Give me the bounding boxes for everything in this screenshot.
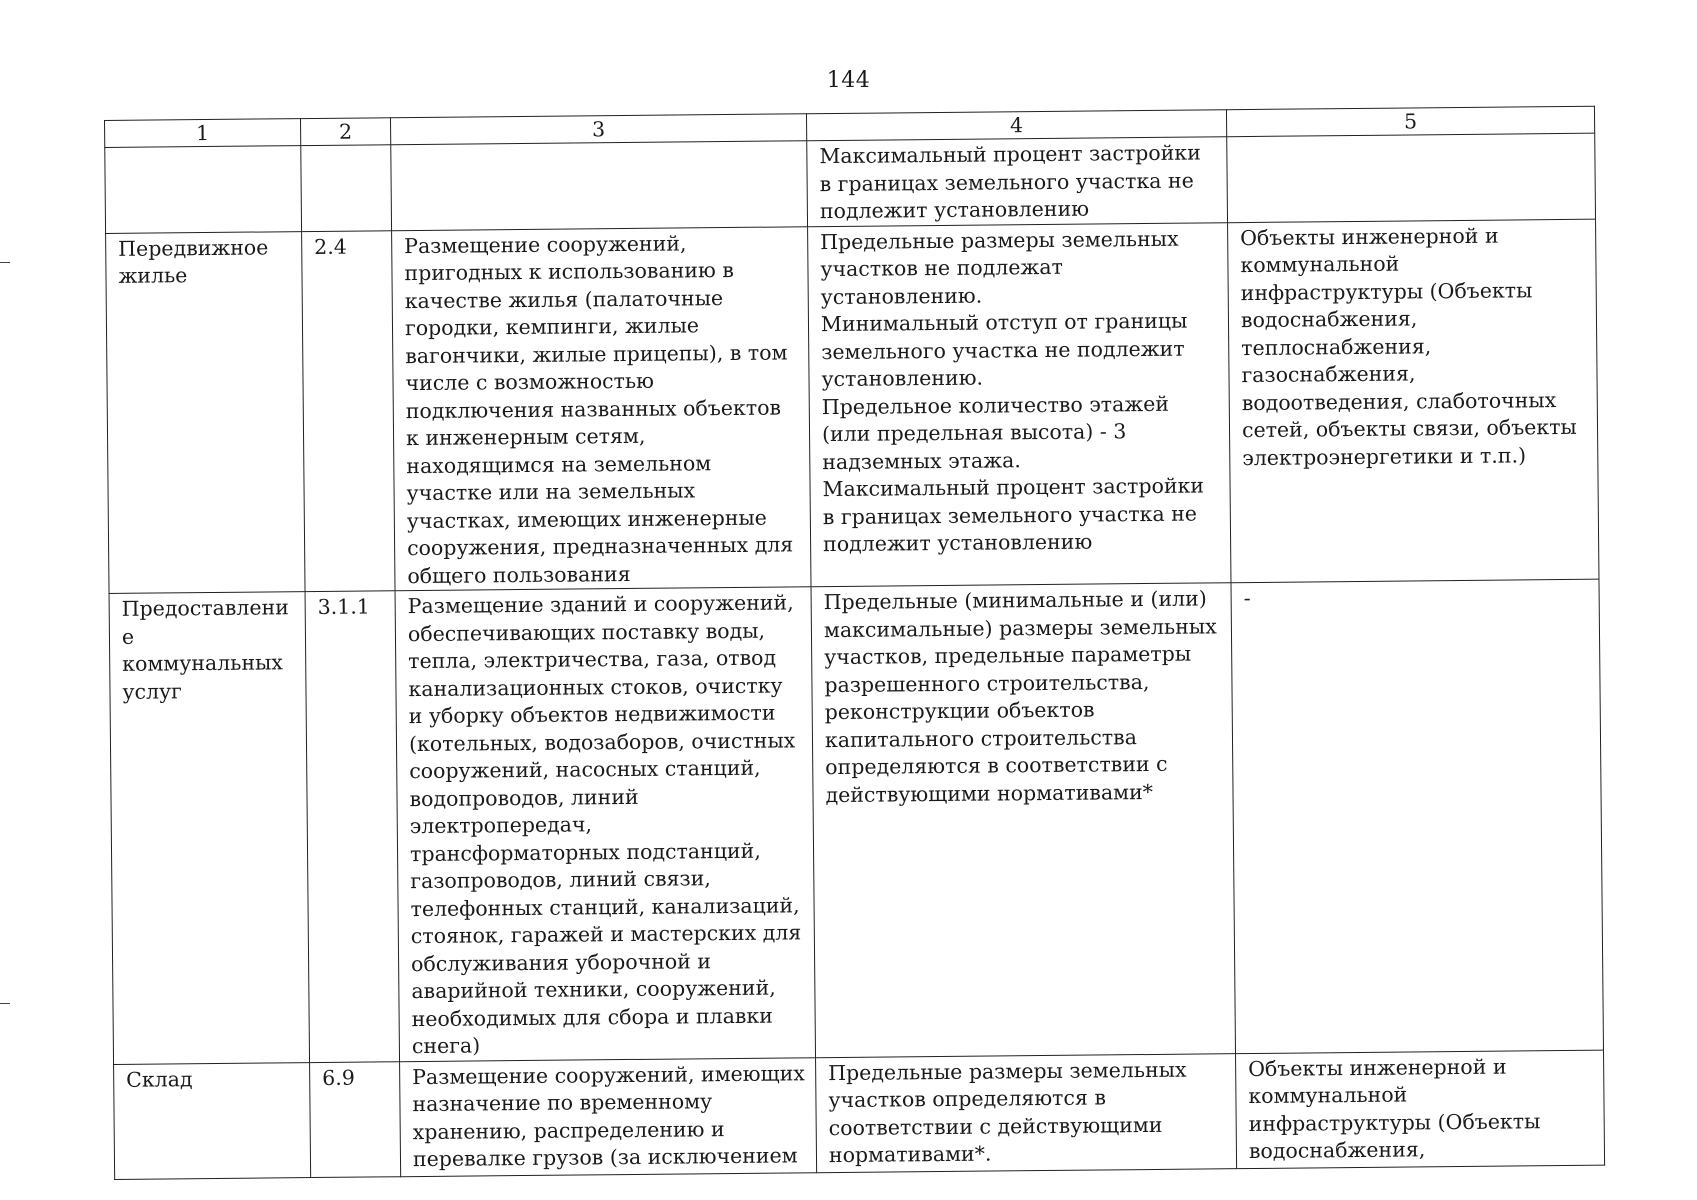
cell-limit-parameters — [807, 137, 1228, 227]
auxiliary-uses-text: - — [1243, 586, 1251, 611]
header-column-2: 2 — [300, 118, 390, 146]
auxiliary-uses-text: Объекты инженерной и коммунальной инфраструктуры (Объекты водоснабжения, теплоснабжения, газоснабжения, водоотведения, слаботочных сетей, объекты связи, объекты электроэнергетики и т.п.) — [1240, 223, 1577, 470]
cell-use-description — [391, 141, 808, 230]
cell-use-description — [395, 587, 815, 1061]
use-code-text: 3.1.1 — [317, 594, 370, 619]
use-description-text: Размещение сооружений, имеющих назначение по временному хранению, распределению и перевалке грузов (за исключением — [412, 1060, 805, 1172]
auxiliary-uses-text — [1239, 136, 1584, 139]
cell-limit-parameters — [808, 222, 1231, 587]
use-code-text: 6.9 — [322, 1065, 355, 1090]
use-name-text: Передвижное жилье — [118, 234, 269, 288]
table-row — [114, 1050, 1605, 1179]
use-name-text: Склад — [126, 1066, 193, 1092]
cell-use-description — [400, 1057, 817, 1176]
cell-use-name — [105, 146, 302, 233]
use-code-text: 2.4 — [314, 234, 347, 259]
cell-limit-parameters — [811, 583, 1235, 1058]
cell-use-name — [114, 1062, 311, 1179]
cell-use-code — [310, 1061, 401, 1177]
cell-auxiliary-uses — [1228, 219, 1599, 583]
cell-limit-parameters — [816, 1053, 1237, 1172]
scan-margin-mark — [0, 1003, 10, 1004]
cell-use-name — [106, 231, 305, 593]
header-column-1: 1 — [105, 119, 301, 148]
cell-use-code — [301, 145, 392, 231]
limit-parameters-text: Максимальный процент застройки в границах земельного участка не подлежит установлению — [819, 140, 1201, 224]
use-code-text — [313, 147, 380, 148]
limit-parameters-text: Предельные (минимальные и (или) максимальные) размеры земельных участков, предельные параметры разрешенного строительства, реконструкции объектов капитального строительства определяются в соответствии с действующими нормативами* — [823, 586, 1217, 807]
zoning-regulations-table-wrapper — [104, 106, 1604, 1180]
page-number: 144 — [826, 68, 871, 93]
cell-use-name — [109, 592, 310, 1064]
header-column-3: 3 — [390, 114, 806, 145]
table-row — [105, 133, 1596, 233]
use-name-text — [117, 148, 290, 150]
cell-use-description — [392, 226, 811, 590]
use-description-text: Размещение зданий и сооружений, обеспечивающих поставку воды, тепла, электричества, газа, отвод канализационных стоков, очистку и уборку объектов недвижимости (котельных, водозаборов, очистных сооружений, насосных станций, водопроводов, линий электропередач, трансформаторных подстанций, газопроводов, линий связи, телефонных станций, канализаций, стоянок, гаражей и мастерских для обслуживания уборочной и аварийной техники, сооружений, необходимых для сбора и плавки снега) — [407, 590, 802, 1059]
limit-parameters-text: Предельные размеры земельных участков определяются в соответствии с действующими нормативами*. — [828, 1057, 1187, 1168]
cell-auxiliary-uses — [1227, 133, 1596, 222]
cell-use-code — [305, 591, 400, 1062]
table-row — [109, 579, 1603, 1064]
scan-margin-mark — [0, 262, 10, 263]
auxiliary-uses-text: Объекты инженерной и коммунальной инфраструктуры (Объекты водоснабжения, — [1248, 1054, 1541, 1164]
use-name-text: Предоставление коммунальных услуг — [121, 595, 289, 704]
use-description-text — [403, 143, 796, 147]
table-row — [106, 219, 1599, 594]
zoning-regulations-table — [104, 106, 1605, 1180]
limit-parameters-text: Предельные размеры земельных участков не подлежат установлению. Минимальный отступ от границы земельного участка не подлежит установлению. Предельное количество этажей (или предельная высота) - 3 надземных этажа. Максимальный процент застройки в границах земельного участка не подлежит установлению — [820, 226, 1205, 557]
header-column-4: 4 — [806, 110, 1226, 141]
use-description-text: Размещение сооружений, пригодных к использованию в качестве жилья (палаточные городки, кемпинги, жилые вагончики, жилые прицепы), в том числе с возможностью подключения названных объектов к инженерным сетям, находящимся на земельном участке или на земельных участках, имеющих инженерные сооружения, предназначенных для общего пользования — [404, 230, 794, 588]
header-column-5: 5 — [1226, 106, 1594, 137]
cell-auxiliary-uses — [1236, 1050, 1605, 1169]
cell-auxiliary-uses — [1231, 579, 1603, 1053]
cell-use-code — [302, 230, 395, 591]
